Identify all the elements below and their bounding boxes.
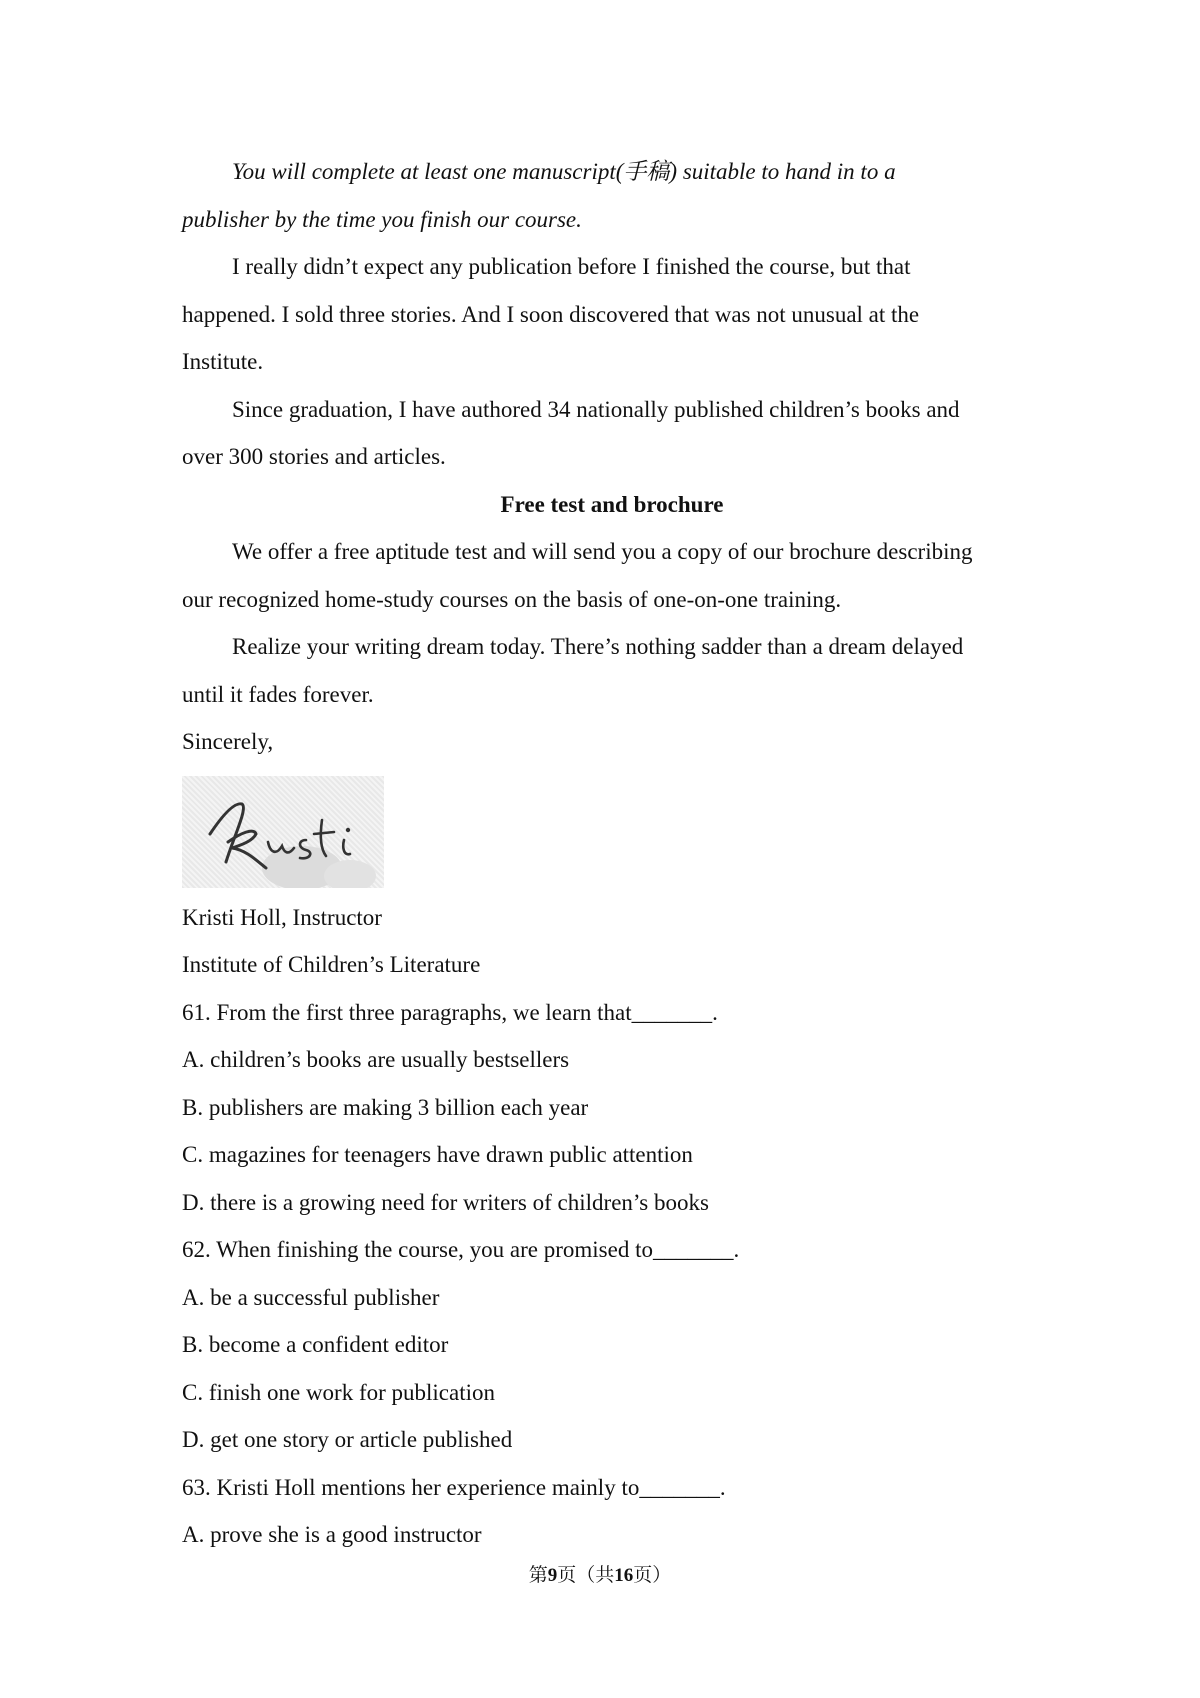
paragraph-line: over 300 stories and articles. [182,444,446,469]
question-option: A. children’s books are usually bestsellers [182,1047,570,1072]
question-option: D. there is a growing need for writers of children’s books [182,1189,709,1215]
question-option: A. be a successful publisher [182,1284,440,1310]
question-option: C. magazines for teenagers have drawn public attention [182,1142,693,1167]
paragraph-line: We offer a free aptitude test and will send you a copy of our brochure describing [232,539,973,564]
question-option: A. prove she is a good instructor [182,1522,482,1547]
signer-organization: Institute of Children’s Literature [182,952,481,977]
signature-icon [182,776,384,888]
footer-prefix: 第 [528,1565,548,1586]
question-stem: 61. From the first three paragraphs, we learn that_______. [182,999,718,1025]
signature-image [182,776,384,888]
paragraph-line: Realize your writing dream today. There’s nothing sadder than a dream delayed [232,634,964,659]
paragraph-line: our recognized home-study courses on the basis of one-on-one training. [182,586,842,612]
paragraph-line: You will complete at least one manuscript(手稿) suitable to hand in to a [232,159,896,184]
question-option: B. become a confident editor [182,1332,449,1357]
question-option: B. publishers are making 3 billion each year [182,1094,589,1120]
paragraph-line: happened. I sold three stories. And I soon discovered that was not unusual at the [182,301,920,327]
paragraph-line: I really didn’t expect any publication before I finished the course, but that [232,254,911,279]
page-number: 9 [547,1565,558,1586]
page-content [182,148,1042,1559]
total-pages: 16 [614,1565,634,1586]
question-stem: 63. Kristi Holl mentions her experience mainly to_______. [182,1474,726,1500]
question-stem: 62. When finishing the course, you are promised to_______. [182,1237,740,1262]
question-option: C. finish one work for publication [182,1379,496,1405]
footer-middle: 页（共 [557,1565,615,1586]
paragraph-line: publisher by the time you finish our course. [182,206,582,232]
section-heading: Free test and brochure [500,491,724,517]
page-footer [0,1560,1200,1587]
question-option: D. get one story or article published [182,1427,513,1452]
closing: Sincerely, [182,729,274,754]
paragraph-line: until it fades forever. [182,681,374,707]
paragraph-line: Institute. [182,349,264,374]
footer-suffix: 页） [633,1565,672,1586]
paragraph-line: Since graduation, I have authored 34 nationally published children’s books and [232,396,960,422]
signer-name: Kristi Holl, Instructor [182,904,382,930]
